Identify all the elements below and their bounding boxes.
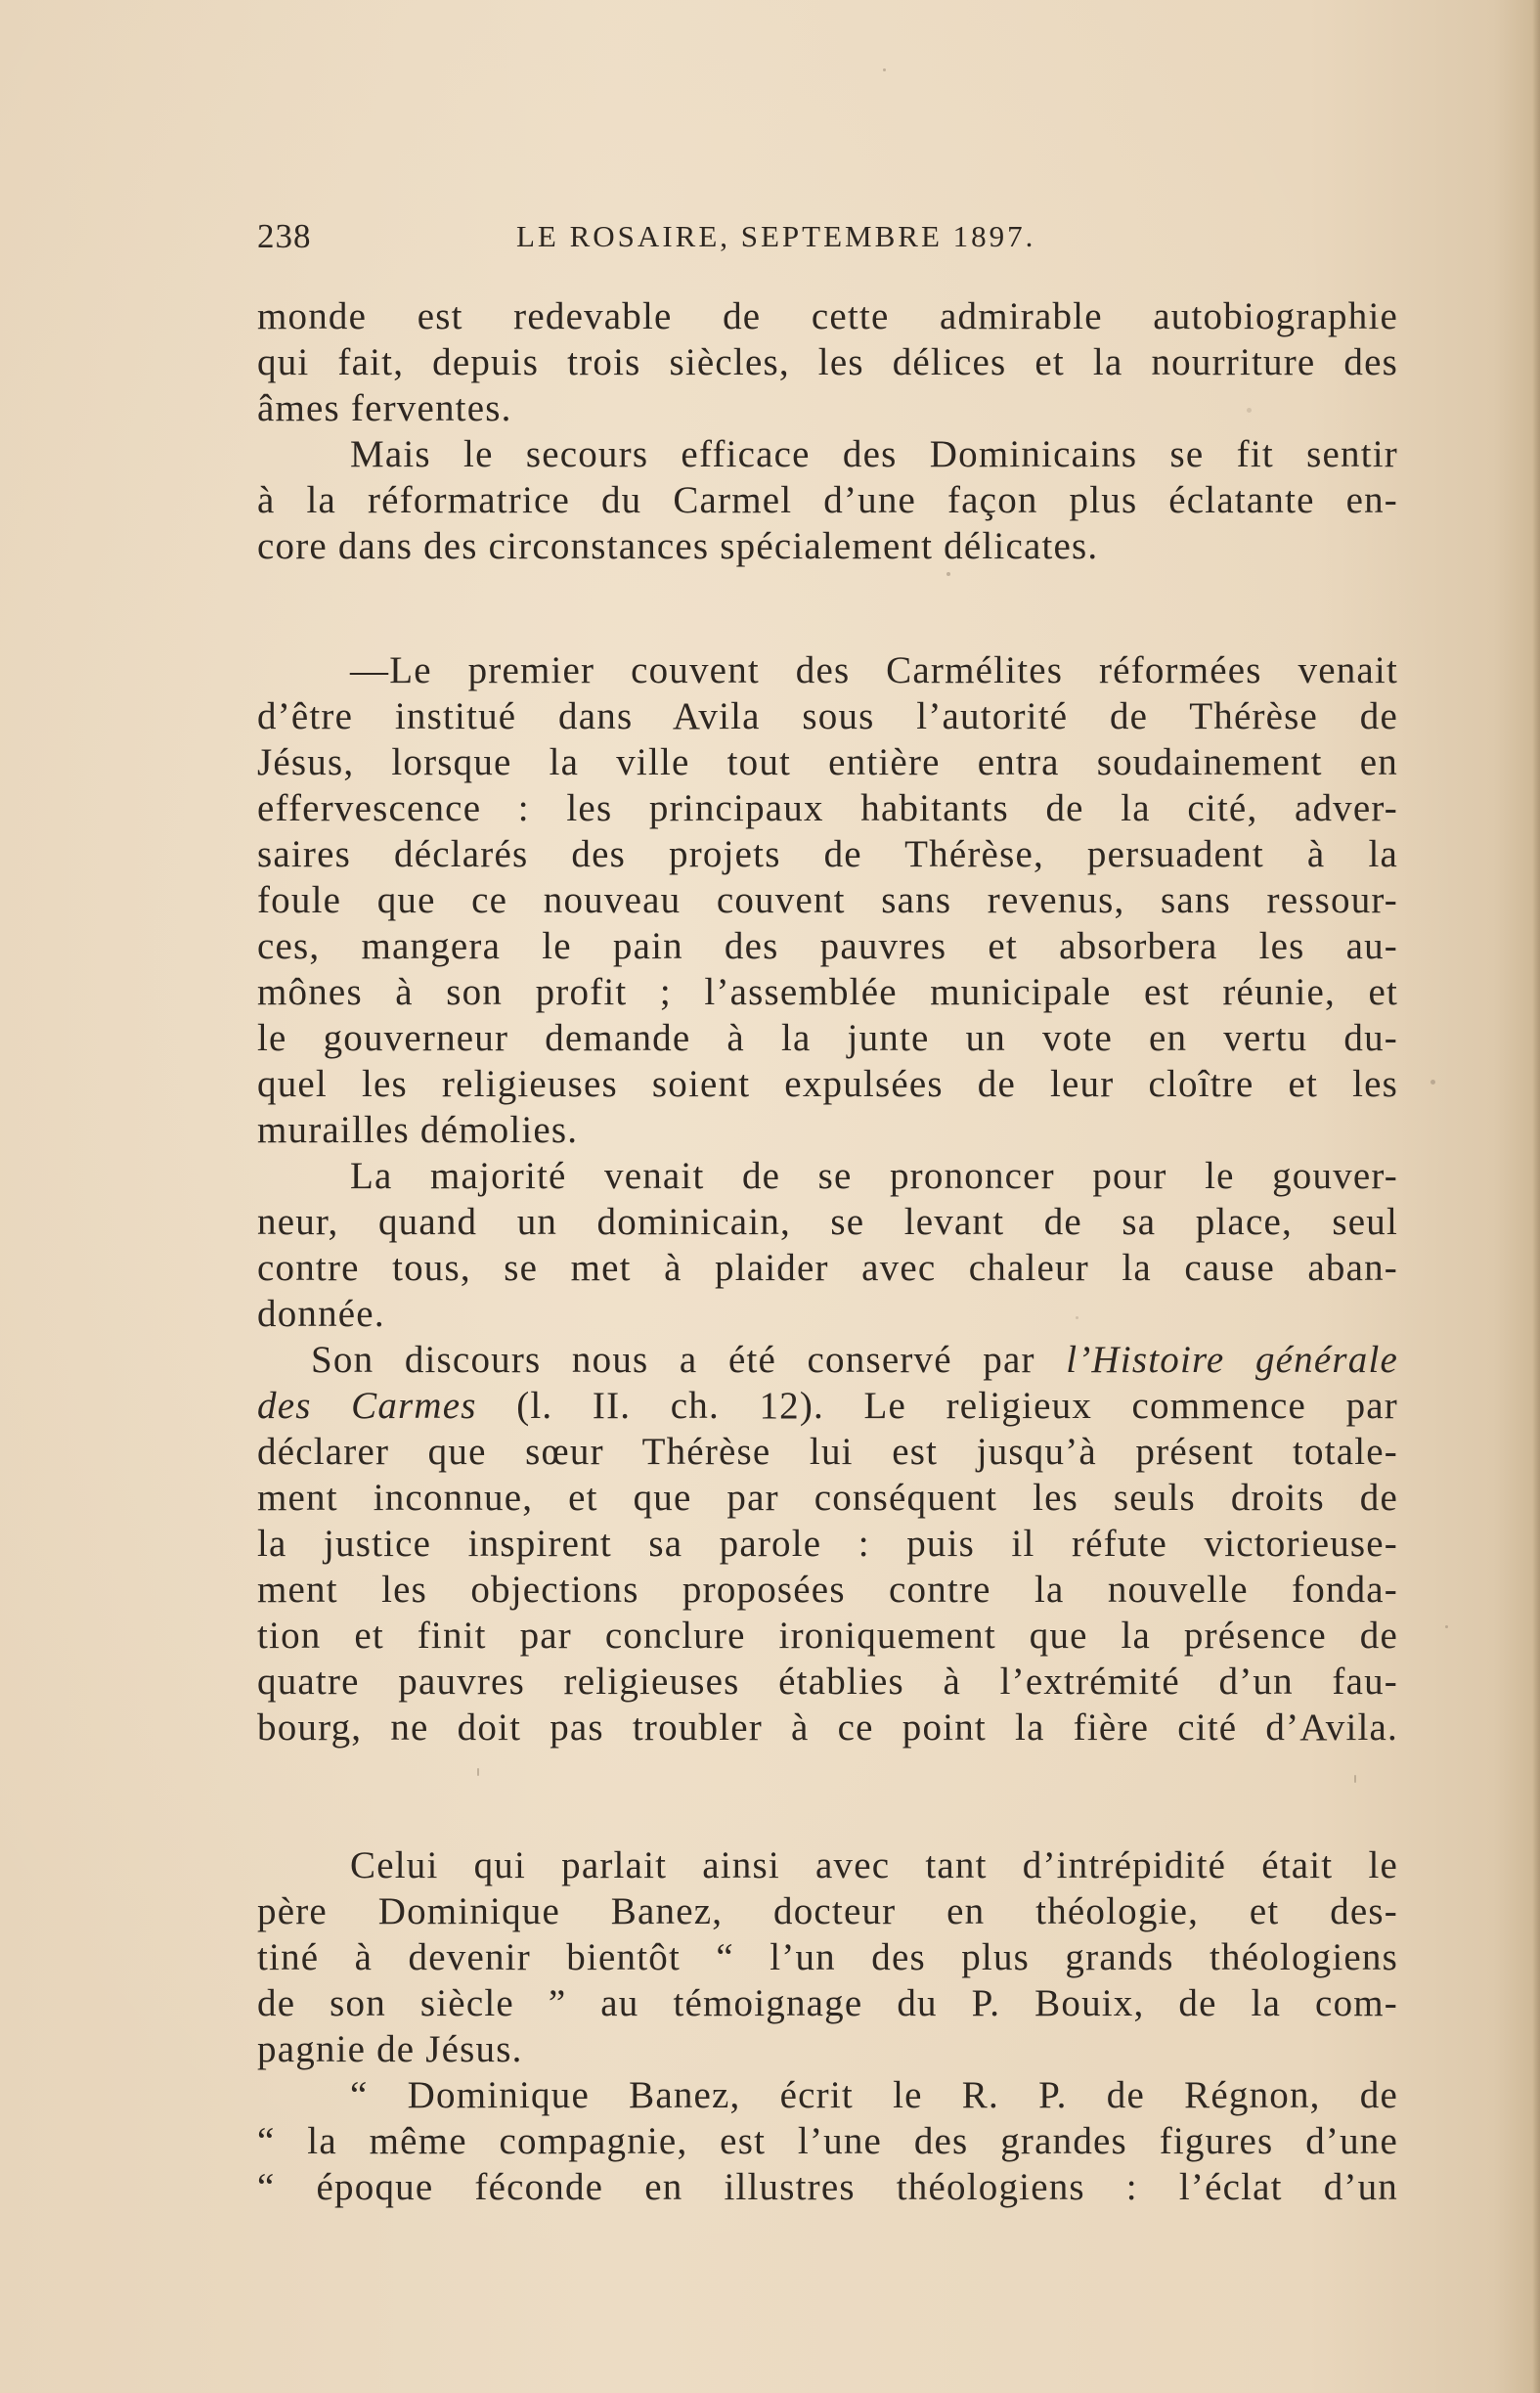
text-line: âmes ferventes. (257, 387, 512, 429)
text-line-with-citation (257, 1383, 1398, 1430)
text-line: Celui qui parlait ainsi avec tant d’intrépidité était le (350, 1844, 1398, 1886)
text-line: saires déclarés des projets de Thérèse, persuadent à la (257, 833, 1398, 875)
text-line: contre tous, se met à plaider avec chaleur la cause aban- (257, 1247, 1398, 1289)
cited-title: l’Histoire générale (1066, 1339, 1398, 1381)
page-number: 238 (257, 217, 312, 255)
text-line: effervescence : les principaux habitants de la cité, adver- (257, 787, 1398, 829)
text-line: à la réformatrice du Carmel d’une façon plus éclatante en- (257, 479, 1398, 521)
text-line: La majorité venait de se prononcer pour le gouver- (350, 1155, 1398, 1197)
text-line: neur, quand un dominicain, se levant de sa place, seul (257, 1201, 1398, 1243)
paper-speck (1076, 1316, 1078, 1319)
text-line: “ Dominique Banez, écrit le R. P. de Régnon, de (350, 2074, 1398, 2116)
text-line: ment inconnue, et que par conséquent les seuls droits de (257, 1477, 1398, 1519)
text-line: murailles démolies. (257, 1109, 579, 1151)
text-line: “ la même compagnie, est l’une des grandes figures d’une (257, 2120, 1398, 2162)
text-line: ment les objections proposées contre la nouvelle fonda- (257, 1569, 1398, 1611)
paper-speck (1354, 1775, 1356, 1783)
text-line: père Dominique Banez, docteur en théologie, et des- (257, 1890, 1398, 1932)
paper-speck (477, 1768, 479, 1776)
text-line: foule que ce nouveau couvent sans revenus, sans ressour- (257, 879, 1398, 921)
text-line: quel les religieuses soient expulsées de leur cloître et les (257, 1063, 1398, 1105)
text-line: déclarer que sœur Thérèse lui est jusqu’à présent totale- (257, 1431, 1398, 1473)
page-edge (1532, 0, 1540, 2393)
text-line-with-citation (311, 1337, 1398, 1384)
paper-speck (1445, 1625, 1448, 1628)
text-line: quatre pauvres religieuses établies à l’extrémité d’un fau- (257, 1661, 1398, 1703)
text-span: Son discours nous a été conservé par (311, 1339, 1067, 1381)
text-line: —Le premier couvent des Carmélites réformées venait (350, 649, 1398, 691)
paper-speck (883, 68, 886, 71)
text-line: bourg, ne doit pas troubler à ce point la fière cité d’Avila. (257, 1706, 1398, 1749)
paper-speck (1430, 1080, 1435, 1085)
text-span: (l. II. ch. 12). Le religieux commence par (476, 1385, 1398, 1427)
text-line: Mais le secours efficace des Dominicains se fit sentir (350, 433, 1398, 475)
page-header (257, 217, 1137, 266)
text-line: la justice inspirent sa parole : puis il réfute victorieuse- (257, 1523, 1398, 1565)
text-line: ces, mangera le pain des pauvres et absorbera les au- (257, 925, 1398, 967)
paper-speck (946, 572, 950, 576)
text-line: “ époque féconde en illustres théologiens : l’éclat d’un (257, 2166, 1398, 2208)
text-line: core dans des circonstances spécialement délicates. (257, 525, 1099, 567)
text-line: mônes à son profit ; l’assemblée municipale est réunie, et (257, 971, 1398, 1013)
text-line: d’être institué dans Avila sous l’autorité de Thérèse de (257, 695, 1398, 737)
text-line: de son siècle ” au témoignage du P. Bouix, de la com- (257, 1982, 1398, 2024)
text-line: donnée. (257, 1293, 385, 1335)
text-line: tion et finit par conclure ironiquement que la présence de (257, 1615, 1398, 1657)
text-line: Jésus, lorsque la ville tout entière entra soudainement en (257, 741, 1398, 783)
text-line: pagnie de Jésus. (257, 2028, 523, 2070)
text-line: qui fait, depuis trois siècles, les délices et la nourriture des (257, 341, 1398, 383)
text-line: le gouverneur demande à la junte un vote en vertu du- (257, 1017, 1398, 1059)
text-line: tiné à devenir bientôt “ l’un des plus grands théologiens (257, 1936, 1398, 1978)
paper-speck (1247, 408, 1252, 413)
running-title: LE ROSAIRE, SEPTEMBRE 1897. (516, 219, 1036, 253)
cited-title: des Carmes (257, 1385, 477, 1427)
text-line: monde est redevable de cette admirable autobiographie (257, 295, 1398, 337)
